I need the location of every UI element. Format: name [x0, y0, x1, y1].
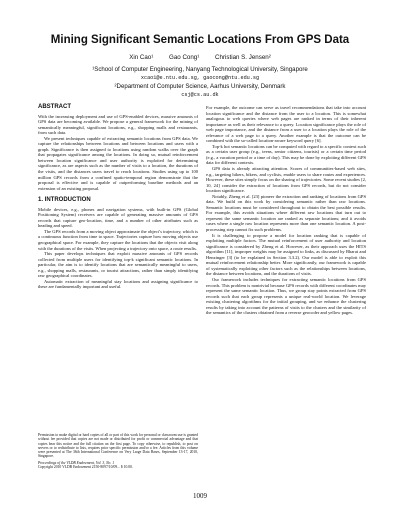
body-paragraph: For example, the outcome can serve as travel recommendations that take into account location significance and the distance from the user to a location. This is somewhat analogous to web queries where web pages are ranked in terms of their inherent importance as well as their relevance to a query. Location significance plays the role of web page importance, and the distance from a user to a location plays the role of the relevance of a web page to a query. Another example is that the outcome can be combined with the so-called location-aware keyword query [6]. — [206, 105, 366, 144]
permission-notice: Permission to make digital or hard copies of all or part of this work for personal or classroom use is granted without fee provided that copies are not made or distributed for profit or commercial advantage and that copies bear this notice and the full citation on the first page. To copy otherwise, to republish, to post on servers or to redistribute to lists, requires prior specific permission and/or a fee. Articles from this volume were presented at The 36th International Conference on Very Large Data Bases, September 13-17, 2010, Singapore. — [38, 433, 198, 459]
author-list — [0, 54, 400, 61]
affiliation-ntu: ¹School of Computer Engineering, Nanyang Technological University, Singapore — [92, 66, 308, 73]
intro-paragraph: The GPS records from a moving object approximate the object’s trajectory, which is a continuous function from time to space. Trajectories capture how moving objects use geographical space. For example, they capture the locations that the objects visit along with the durations of the visits. When projecting a trajectory onto space, a route results. — [38, 228, 198, 251]
body-paragraph: Notably, Zheng et al. [23] pioneer the extraction and ranking of locations from GPS data. We build on this work by considering semantic rather than raw locations. Semantic locations must be considered throughout to obtain the best possible results. For example, this avoids situations where different raw locations that turn out to represent the same semantic location are ranked as separate locations; and it avoids cases where a single raw location represents more than one semantic location. A post-processing step cannot fix such problems. — [206, 193, 366, 233]
email-aarhus: csj@cs.au.dk — [181, 92, 219, 98]
paper-title: Mining Significant Semantic Locations From GPS Data — [50, 34, 350, 46]
intro-paragraph: This paper develops techniques that exploit massive amounts of GPS records collected from multiple users for identifying top-k significant semantic locations. In particular, the aim is to identify locations that are semantically meaningful to users, e.g., shopping malls, restaurants, or tourist attractions, rather than simply identifying raw geographical coordinates. — [38, 251, 198, 279]
abstract-heading: ABSTRACT — [38, 104, 71, 110]
intro-paragraph: Automatic extraction of meaningful stay locations and assigning significance to these are fundamentally important and useful. — [38, 278, 198, 290]
body-paragraph: It is challenging to propose a model for location ranking that is capable of exploiting multiple factors. The mutual reinforcement of user authority and location significance is considered by Zheng et al. However, as their approach uses the HITS algorithm [11], improper weights may be assigned to links, as discussed by Bharat and Henzinger [3] (to be explained in Section 3.3.2). Our model is able to exploit this mutual reinforcement relationship better. More significantly, our framework is capable of systematically exploiting other factors such as the relationships between locations, the distance between locations, and the durations of visits. — [206, 232, 366, 277]
body-paragraph: Top-k hot semantic locations can be computed with regard to a specific context such as a certain user group (e.g., teens, senior citizens, tourists) or a certain time period (e.g., a vacation period or a time of day). This may be done by exploiting different GPS data for different contexts. — [206, 143, 366, 166]
abstract-paragraph: With the increasing deployment and use of GPS-enabled devices, massive amounts of GPS data are becoming available. We propose a general framework for the mining of semantically meaningful, significant locations, e.g., shopping malls and restaurants, from such data. — [38, 113, 198, 136]
body-paragraph: GPS data is already attracting attention. Scores of communities-based web sites, e.g., targeting hikers, bikers, and cyclists, enable users to share routes and experiences. However, these sites simply focus on the sharing of trajectories. Some recent studies [2, 10, 24] consider the extraction of locations from GPS records, but do not consider location significance. — [206, 166, 366, 194]
left-column — [38, 105, 198, 290]
copyright-line: Copyright 2010 VLDB Endowment 2150-8097/10/09... $ 10.00. — [38, 465, 133, 470]
right-column — [206, 105, 366, 316]
body-paragraph: Our framework includes techniques for extracting semantic locations from GPS records. This problem is nontrivial because GPS records with different coordinates may represent the same semantic location. Thus, we group stay points extracted from GPS records such that each group represents a unique real-world location. We leverage existing clustering algorithms for the initial grouping, and we enhance the clustering results by taking into account the patterns of visits to the clusters and the similarity of the semantics of the clusters obtained from a reverse geocoder and yellow pages. — [206, 276, 366, 316]
page-number: 1009 — [193, 492, 207, 500]
author-name: Xin Cao¹ — [129, 54, 154, 61]
email-ntu: xcao1@e.ntu.edu.sg, gaocong@ntu.edu.sg — [140, 75, 260, 81]
author-name: Christian S. Jensen² — [215, 54, 271, 61]
affiliation-aarhus: ²Department of Computer Science, Aarhus University, Denmark — [114, 83, 286, 90]
introduction-heading: 1. INTRODUCTION — [38, 197, 91, 204]
abstract-paragraph: We present techniques capable of extracting semantic locations from GPS data. We capture the relationships between locations and between locations and users with a graph. Significance is then assigned to locations using random walks over the graph that propagates significance among the locations. In doing so, mutual reinforcement between location significance and user authority is exploited for determining significance, as are aspects such as the number of visits to a location, the durations of the visits, and the distances users travel to reach locations. Studies using up to 100 million GPS records from a confined spatio-temporal region demonstrate that the proposal is effective and is capable of outperforming baseline methods and an extension of an existing proposal. — [38, 135, 198, 191]
intro-paragraph: Mobile devices, e.g., phones and navigation systems, with built-in GPS (Global Positioning System) receivers are capable of generating massive amounts of GPS records that capture geo-location, time, and a number of other attributes such as heading and speed. — [38, 206, 198, 229]
author-name: Gao Cong¹ — [169, 54, 200, 61]
proceedings-line: Proceedings of the VLDB Endowment, Vol. 3, No. 1 — [38, 460, 115, 465]
copyright-footnote — [38, 433, 198, 471]
